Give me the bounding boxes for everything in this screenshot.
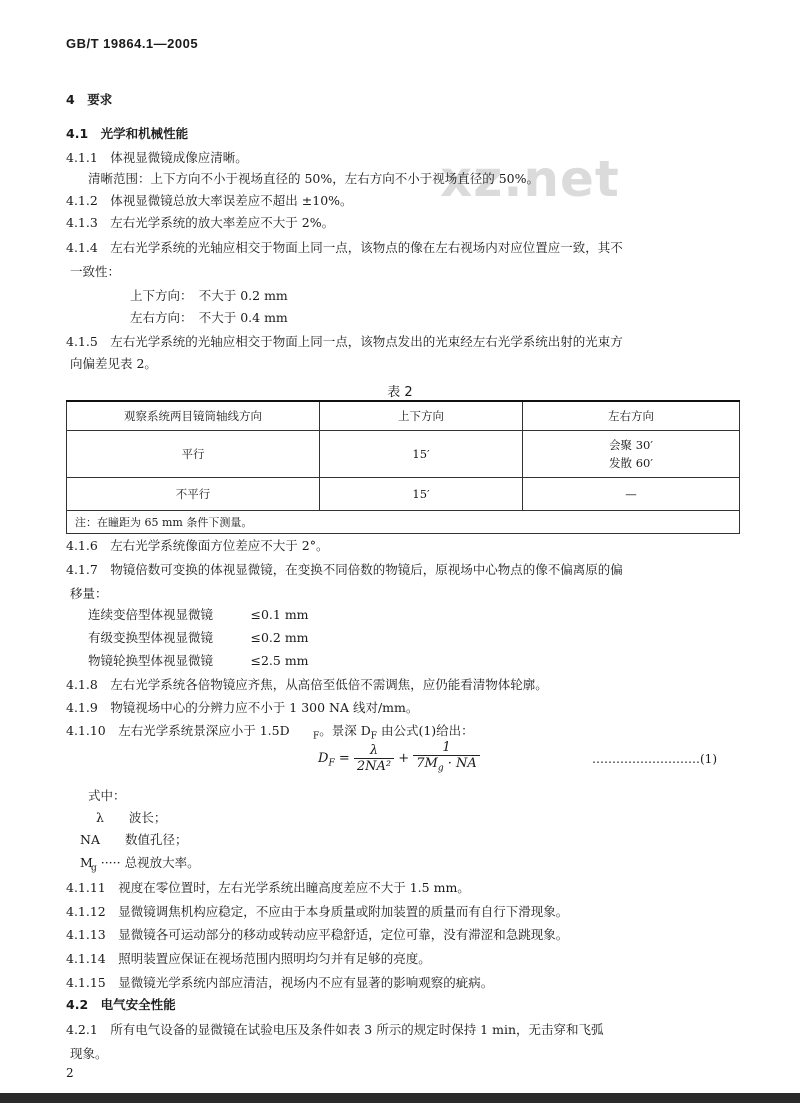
text-line: NA 数值孔径； bbox=[80, 832, 188, 847]
formula-plus: + bbox=[398, 750, 414, 766]
depth-formula bbox=[318, 740, 480, 777]
den-sub: g bbox=[437, 763, 444, 774]
fraction-2-numerator: 1 bbox=[413, 740, 480, 756]
subscript-f2: F bbox=[370, 731, 377, 742]
formula-fraction-2 bbox=[413, 740, 480, 777]
table-caption: 表 2 bbox=[387, 385, 413, 400]
text-line: 4.1 光学和机械性能 bbox=[66, 126, 189, 141]
text-line: 4.1.11 视度在零位置时，左右光学系统出瞳高度差应不大于 1.5 mm。 bbox=[66, 880, 470, 895]
fraction-1-denominator: 2NA² bbox=[356, 758, 392, 774]
text-line: 4.1.15 显微镜光学系统内部应清洁，视场内不应有显著的影响观察的疵病。 bbox=[66, 975, 494, 990]
formula-lhs: D bbox=[318, 750, 329, 766]
mag-subscript: g bbox=[91, 863, 97, 874]
text-line: 4.1.13 显微镜各可运动部分的移动或转动应平稳舒适，定位可靠，没有滞涩和急跳现象。 bbox=[66, 927, 569, 942]
mag-definition-suffix bbox=[91, 855, 200, 877]
text-line: 连续变倍型体视显微镜 ≤0.1 mm bbox=[88, 607, 309, 622]
text-line: 4.1.12 显微镜调焦机构应稳定，不应由于本身质量或附加装置的质量而有自行下滑现象。 bbox=[66, 904, 569, 919]
text-line: λ 波长； bbox=[96, 810, 167, 825]
table-note: 注：在瞳距为 65 mm 条件下测量。 bbox=[67, 511, 740, 534]
page-number: 2 bbox=[66, 1066, 74, 1080]
equation-number: ………………………(1) bbox=[592, 752, 717, 766]
text-line: 4.1.14 照明装置应保证在视场范围内照明均匀并有足够的亮度。 bbox=[66, 951, 431, 966]
text-line: 现象。 bbox=[70, 1046, 108, 1061]
header-axis-direction: 观察系统两目镜筒轴线方向 bbox=[67, 401, 320, 431]
row-vertical: 15′ bbox=[320, 431, 523, 478]
text-line: 4.1.8 左右光学系统各倍物镜应齐焦，从高倍至低倍不需调焦，应仍能看清物体轮廓。 bbox=[66, 677, 548, 692]
fraction-1-numerator: λ bbox=[354, 743, 394, 759]
text-line: M bbox=[80, 855, 93, 870]
den-part-a: 7M bbox=[416, 756, 438, 771]
text-line: 清晰范围：上下方向不小于视场直径的 50%，左右方向不小于视场直径的 50%。 bbox=[88, 171, 540, 186]
den-part-b: · NA bbox=[443, 756, 477, 771]
formula-lhs-sub: F bbox=[328, 758, 335, 769]
row-horizontal bbox=[523, 431, 740, 478]
text-line: 物镜轮换型体视显微镜 ≤2.5 mm bbox=[88, 653, 309, 668]
row-label: 平行 bbox=[67, 431, 320, 478]
text-line: 4.2.1 所有电气设备的显微镜在试验电压及条件如表 3 所示的规定时保持 1 min，无击穿和飞弧 bbox=[66, 1022, 604, 1037]
fraction-2-denominator bbox=[413, 756, 480, 777]
text-line: 4.1.3 左右光学系统的放大率差应不大于 2%。 bbox=[66, 215, 335, 230]
header-horizontal: 左右方向 bbox=[523, 401, 740, 431]
header-vertical: 上下方向 bbox=[320, 401, 523, 431]
text-line: 向偏差见表 2。 bbox=[70, 356, 157, 371]
text-line: 有级变换型体视显微镜 ≤0.2 mm bbox=[88, 630, 309, 645]
text-line: 4.1.10 左右光学系统景深应小于 1.5D bbox=[66, 723, 290, 738]
text-line: 移量： bbox=[70, 586, 108, 601]
row-label: 不平行 bbox=[67, 478, 320, 511]
table-row bbox=[67, 478, 740, 511]
formula-fraction-1 bbox=[354, 743, 394, 774]
text-line: 4.2 电气安全性能 bbox=[66, 997, 176, 1012]
watermark: xz.net bbox=[440, 150, 620, 208]
table-2 bbox=[66, 400, 740, 534]
text-line: 4.1.5 左右光学系统的光轴应相交于物面上同一点，该物点发出的光束经左右光学系统出射的光束方 bbox=[66, 334, 623, 349]
depth-suffix-a: 。景深 D bbox=[319, 723, 371, 738]
text-line: 上下方向： 不大于 0.2 mm bbox=[130, 288, 288, 303]
table-note-row bbox=[67, 511, 740, 534]
text-line: 4.1.9 物镜视场中心的分辨力应不小于 1 300 NA 线对/mm。 bbox=[66, 700, 419, 715]
table-header-row bbox=[67, 401, 740, 431]
text-line: 左右方向： 不大于 0.4 mm bbox=[130, 310, 288, 325]
text-line: 4.1.2 体视显微镜总放大率误差应不超出 ±10%。 bbox=[66, 193, 353, 208]
bottom-edge-bar bbox=[0, 1093, 800, 1103]
subscript-f: F bbox=[313, 731, 320, 742]
table-row bbox=[67, 431, 740, 478]
row-vertical: 15′ bbox=[320, 478, 523, 511]
row-horizontal: — bbox=[523, 478, 740, 511]
text-line: 4.1.1 体视显微镜成像应清晰。 bbox=[66, 150, 248, 165]
text-line: 式中： bbox=[88, 788, 126, 803]
diverge-value: 发散 60′ bbox=[609, 456, 653, 470]
text-line: 4 要求 bbox=[66, 92, 113, 107]
text-line: 4.1.7 物镜倍数可变换的体视显微镜，在变换不同倍数的物镜后，原视场中心物点的像不偏离原的偏 bbox=[66, 562, 623, 577]
mag-suffix: ····· 总视放大率。 bbox=[96, 855, 200, 870]
converge-value: 会聚 30′ bbox=[609, 438, 653, 452]
formula-equals: = bbox=[334, 750, 354, 766]
text-line: 4.1.6 左右光学系统像面方位差应不大于 2°。 bbox=[66, 538, 329, 553]
text-line: 一致性： bbox=[70, 264, 121, 279]
depth-suffix-b: 由公式(1)给出： bbox=[377, 723, 474, 738]
standard-code: GB/T 19864.1—2005 bbox=[66, 36, 199, 51]
text-line: 4.1.4 左右光学系统的光轴应相交于物面上同一点，该物点的像在左右视场内对应位置应一致，其不 bbox=[66, 240, 623, 255]
